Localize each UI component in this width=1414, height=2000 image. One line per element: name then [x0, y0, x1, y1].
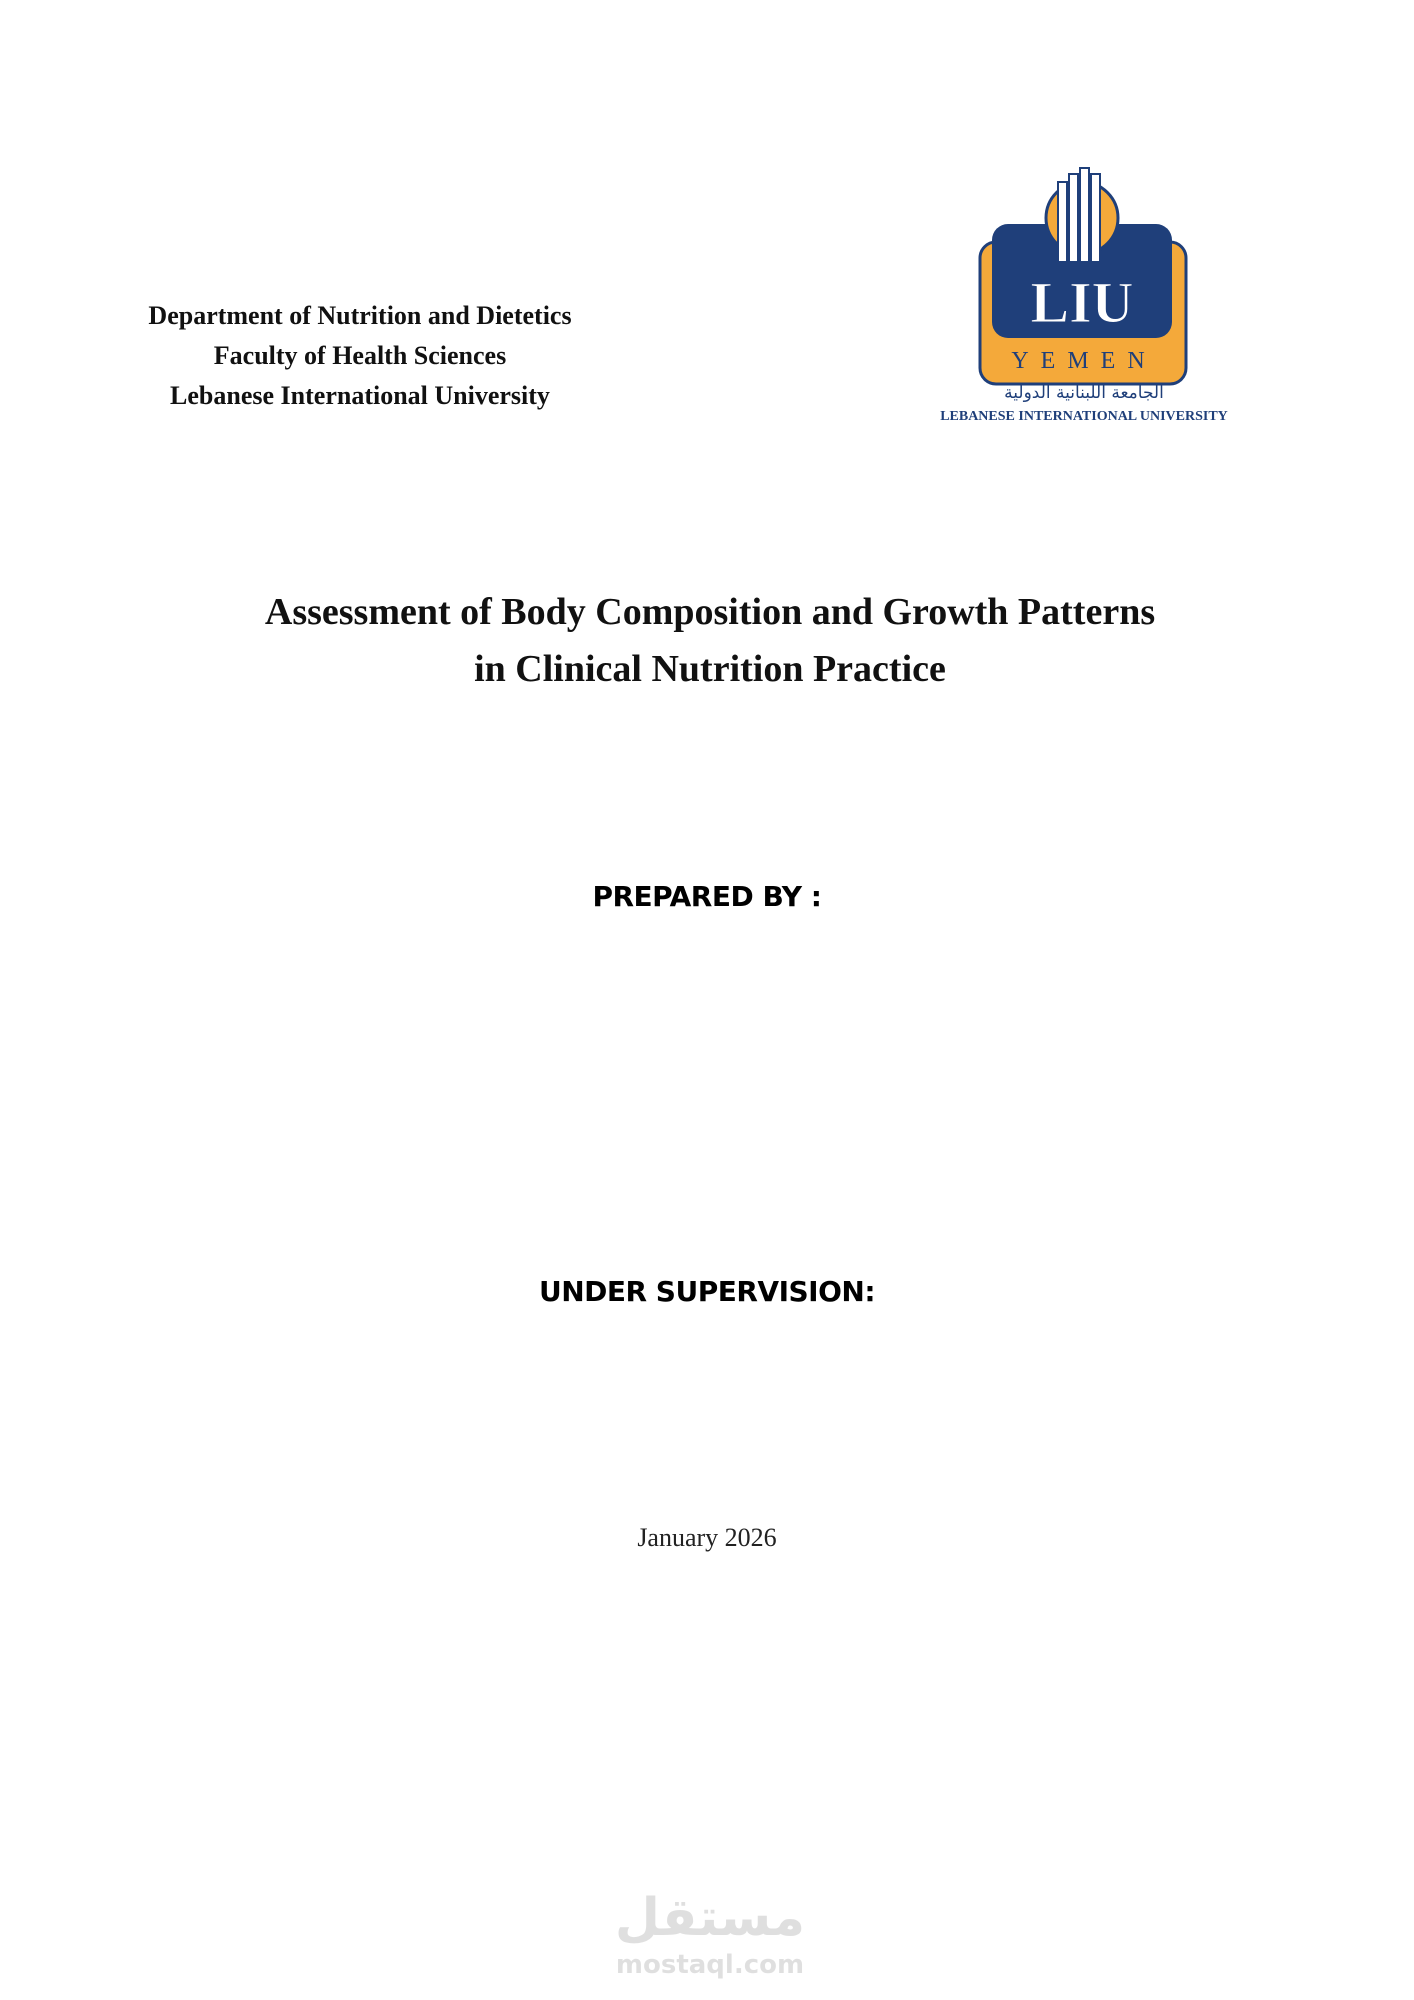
affiliation-block [100, 296, 620, 416]
document-title [160, 584, 1260, 698]
university-name: Lebanese International University [170, 381, 550, 410]
watermark-arabic: مستقل [614, 1888, 806, 1948]
title-line-1: Assessment of Body Composition and Growth Patterns [264, 591, 1156, 633]
faculty-name: Faculty of Health Sciences [213, 341, 507, 370]
logo-arabic-name: الجامعة اللبنانية الدولية [1004, 383, 1164, 403]
logo-mark: LIU [1030, 270, 1134, 335]
logo-country: YEMEN [1011, 348, 1157, 374]
mostaql-watermark [600, 1888, 820, 1988]
logo-english-name: LEBANESE INTERNATIONAL UNIVERSITY [940, 409, 1228, 424]
watermark-latin: mostaql.com [615, 1950, 805, 1980]
prepared-by-heading: PREPARED BY : [592, 880, 822, 913]
document-date: January 2026 [637, 1523, 777, 1552]
department-name: Department of Nutrition and Dietetics [148, 301, 572, 330]
title-line-2: in Clinical Nutrition Practice [474, 648, 946, 690]
under-supervision-heading: UNDER SUPERVISION: [538, 1275, 876, 1308]
liu-yemen-logo [936, 166, 1236, 426]
